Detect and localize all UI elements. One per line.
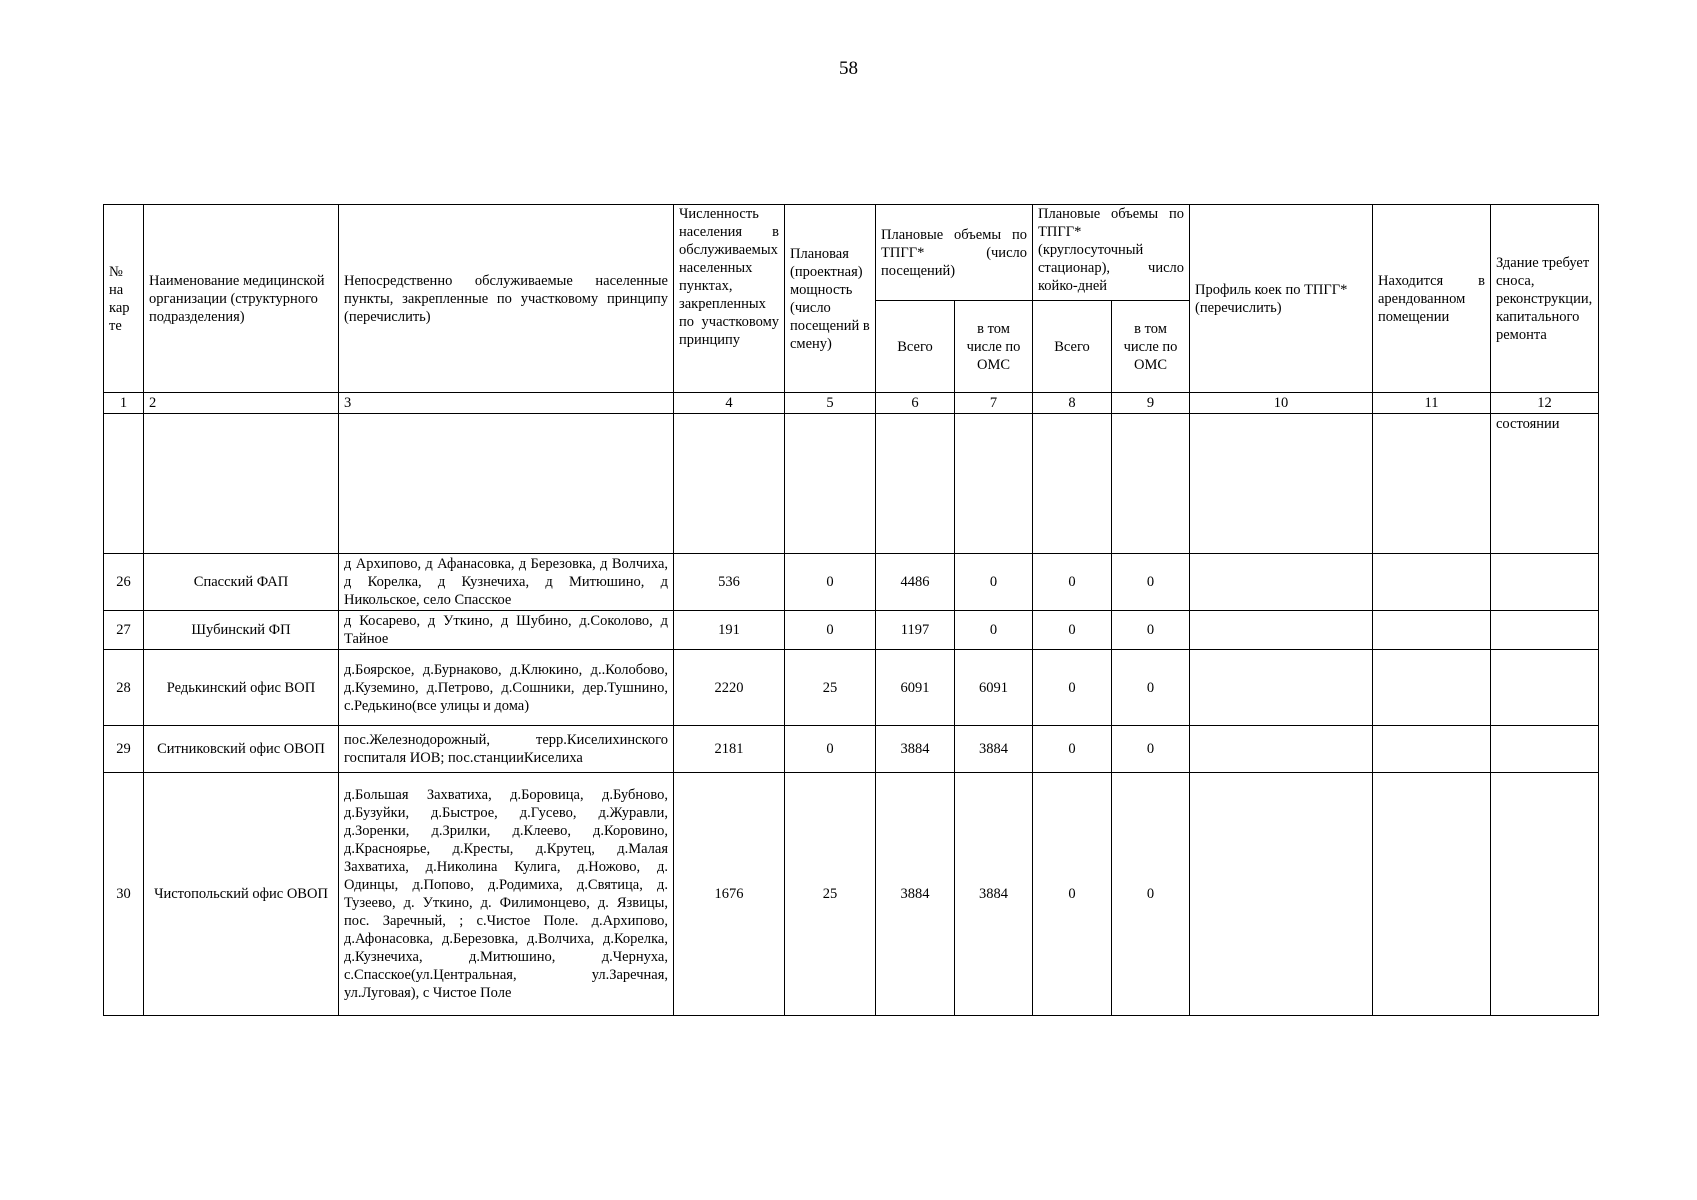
- capacity-value: 0: [785, 611, 876, 650]
- rented-value: [1373, 554, 1491, 611]
- empty-cell: [785, 414, 876, 554]
- table-row: [104, 650, 1599, 726]
- capacity-value: 0: [785, 554, 876, 611]
- bed-profile-value: [1190, 726, 1373, 773]
- organization-name: Редькинский офис ВОП: [144, 650, 339, 726]
- population-value: 536: [674, 554, 785, 611]
- row-number: 29: [104, 726, 144, 773]
- header-organization-name: Наименование медицинской организации (структурного подразделения): [144, 205, 339, 393]
- column-index: 9: [1112, 393, 1190, 414]
- column-index: 12: [1491, 393, 1599, 414]
- rented-value: [1373, 773, 1491, 1016]
- empty-cell: [876, 414, 955, 554]
- visits-oms-value: 3884: [955, 726, 1033, 773]
- bed-profile-value: [1190, 611, 1373, 650]
- column-index: 5: [785, 393, 876, 414]
- beds-total-value: 0: [1033, 611, 1112, 650]
- rented-value: [1373, 650, 1491, 726]
- population-value: 2181: [674, 726, 785, 773]
- empty-cell: [955, 414, 1033, 554]
- organization-name: Спасский ФАП: [144, 554, 339, 611]
- settlements-list: д.Большая Захватиха, д.Боровица, д.Бубново, д.Бузуйки, д.Быстрое, д.Гусево, д.Журавли, д.Зоренки, д.Зрилки, д.Клеево, д.Коровино, д.Красноярье, д.Кресты, д.Крутец, д.Малая Захватиха, д.Николина Кулига, д.Ножово, д. Одинцы, д.Попово, д.Родимиха, д.Святица, д. Тузеево, д. Уткино, д. Филимонцево, д. Язвицы, пос. Заречный, ; с.Чистое Поле. д.Архипово, д.Афонасовка, д.Березовка, д.Волчиха, д.Корелка, д.Кузнечиха, д.Митюшино, д.Чернуха, с.Спасское(ул.Центральная, ул.Заречная, ул.Луговая), с Чистое Поле: [339, 773, 674, 1016]
- table-header: [104, 205, 1599, 414]
- header-visits-group: Плановые объемы по ТПГГ* (число посещений): [876, 205, 1033, 301]
- header-population: Численность населения в обслуживаемых населенных пунктах, закрепленных по участковому принципу: [674, 205, 785, 393]
- capacity-value: 0: [785, 726, 876, 773]
- beds-total-value: 0: [1033, 773, 1112, 1016]
- empty-cell: [339, 414, 674, 554]
- repair-value: [1491, 726, 1599, 773]
- visits-total-value: 1197: [876, 611, 955, 650]
- page-number: 58: [839, 58, 858, 79]
- header-beds-oms: в том числе по ОМС: [1112, 301, 1190, 393]
- table-body: [104, 414, 1599, 1016]
- empty-cell: [674, 414, 785, 554]
- column-index-row: [104, 393, 1599, 414]
- column-index: 7: [955, 393, 1033, 414]
- column-index: 6: [876, 393, 955, 414]
- visits-oms-value: 3884: [955, 773, 1033, 1016]
- empty-cell: [1033, 414, 1112, 554]
- table-row: [104, 554, 1599, 611]
- bed-profile-value: [1190, 650, 1373, 726]
- organization-name: Ситниковский офис ОВОП: [144, 726, 339, 773]
- table-row: [104, 611, 1599, 650]
- column-index: 11: [1373, 393, 1491, 414]
- header-visits-oms: в том числе по ОМС: [955, 301, 1033, 393]
- header-rented: Находится в арендованном помещении: [1373, 205, 1491, 393]
- column-index: 10: [1190, 393, 1373, 414]
- repair-value: [1491, 650, 1599, 726]
- capacity-value: 25: [785, 650, 876, 726]
- header-visits-total: Всего: [876, 301, 955, 393]
- rented-value: [1373, 611, 1491, 650]
- empty-cell: [1112, 414, 1190, 554]
- table-row: [104, 726, 1599, 773]
- bed-profile-value: [1190, 554, 1373, 611]
- empty-cell: [1373, 414, 1491, 554]
- settlements-list: д Косарево, д Уткино, д Шубино, д.Соколово, д Тайное: [339, 611, 674, 650]
- column-index: 3: [339, 393, 674, 414]
- header-number: № на кар те: [104, 205, 144, 393]
- visits-total-value: 6091: [876, 650, 955, 726]
- beds-total-value: 0: [1033, 554, 1112, 611]
- continuation-row: [104, 414, 1599, 554]
- repair-value: [1491, 773, 1599, 1016]
- repair-value: [1491, 554, 1599, 611]
- continuation-text: состоянии: [1491, 414, 1599, 554]
- beds-oms-value: 0: [1112, 773, 1190, 1016]
- beds-oms-value: 0: [1112, 611, 1190, 650]
- beds-oms-value: 0: [1112, 726, 1190, 773]
- visits-total-value: 3884: [876, 773, 955, 1016]
- header-bed-profile: Профиль коек по ТПГГ* (перечислить): [1190, 205, 1373, 393]
- settlements-list: д Архипово, д Афанасовка, д Березовка, д Волчиха, д Корелка, д Кузнечиха, д Митюшино, д Никольское, село Спасское: [339, 554, 674, 611]
- capacity-value: 25: [785, 773, 876, 1016]
- row-number: 27: [104, 611, 144, 650]
- population-value: 1676: [674, 773, 785, 1016]
- beds-total-value: 0: [1033, 726, 1112, 773]
- empty-cell: [1190, 414, 1373, 554]
- column-index: 8: [1033, 393, 1112, 414]
- visits-oms-value: 0: [955, 554, 1033, 611]
- settlements-list: пос.Железнодорожный, терр.Киселихинского госпиталя ИОВ; пос.станцииКиселиха: [339, 726, 674, 773]
- beds-oms-value: 0: [1112, 650, 1190, 726]
- header-beds-group: Плановые объемы по ТПГГ* (круглосуточный стационар), число койко-дней: [1033, 205, 1190, 301]
- population-value: 191: [674, 611, 785, 650]
- visits-total-value: 3884: [876, 726, 955, 773]
- visits-oms-value: 0: [955, 611, 1033, 650]
- visits-total-value: 4486: [876, 554, 955, 611]
- row-number: 26: [104, 554, 144, 611]
- empty-cell: [104, 414, 144, 554]
- organization-name: Шубинский ФП: [144, 611, 339, 650]
- settlements-list: д.Боярское, д.Бурнаково, д.Клюкино, д..Колобово, д.Куземино, д.Петрово, д.Сошники, дер.Тушнино, с.Редькино(все улицы и дома): [339, 650, 674, 726]
- row-number: 30: [104, 773, 144, 1016]
- header-repair: Здание требует сноса, реконструкции, капитального ремонта: [1491, 205, 1599, 393]
- column-index: 1: [104, 393, 144, 414]
- organization-name: Чистопольский офис ОВОП: [144, 773, 339, 1016]
- header-capacity: Плановая (проектная) мощность (число посещений в смену): [785, 205, 876, 393]
- header-beds-total: Всего: [1033, 301, 1112, 393]
- medical-organizations-table: [103, 204, 1599, 1016]
- repair-value: [1491, 611, 1599, 650]
- bed-profile-value: [1190, 773, 1373, 1016]
- rented-value: [1373, 726, 1491, 773]
- beds-total-value: 0: [1033, 650, 1112, 726]
- population-value: 2220: [674, 650, 785, 726]
- column-index: 2: [144, 393, 339, 414]
- column-index: 4: [674, 393, 785, 414]
- header-settlements: Непосредственно обслуживаемые населенные пункты, закрепленные по участковому принципу (перечислить): [339, 205, 674, 393]
- beds-oms-value: 0: [1112, 554, 1190, 611]
- table-row: [104, 773, 1599, 1016]
- row-number: 28: [104, 650, 144, 726]
- visits-oms-value: 6091: [955, 650, 1033, 726]
- empty-cell: [144, 414, 339, 554]
